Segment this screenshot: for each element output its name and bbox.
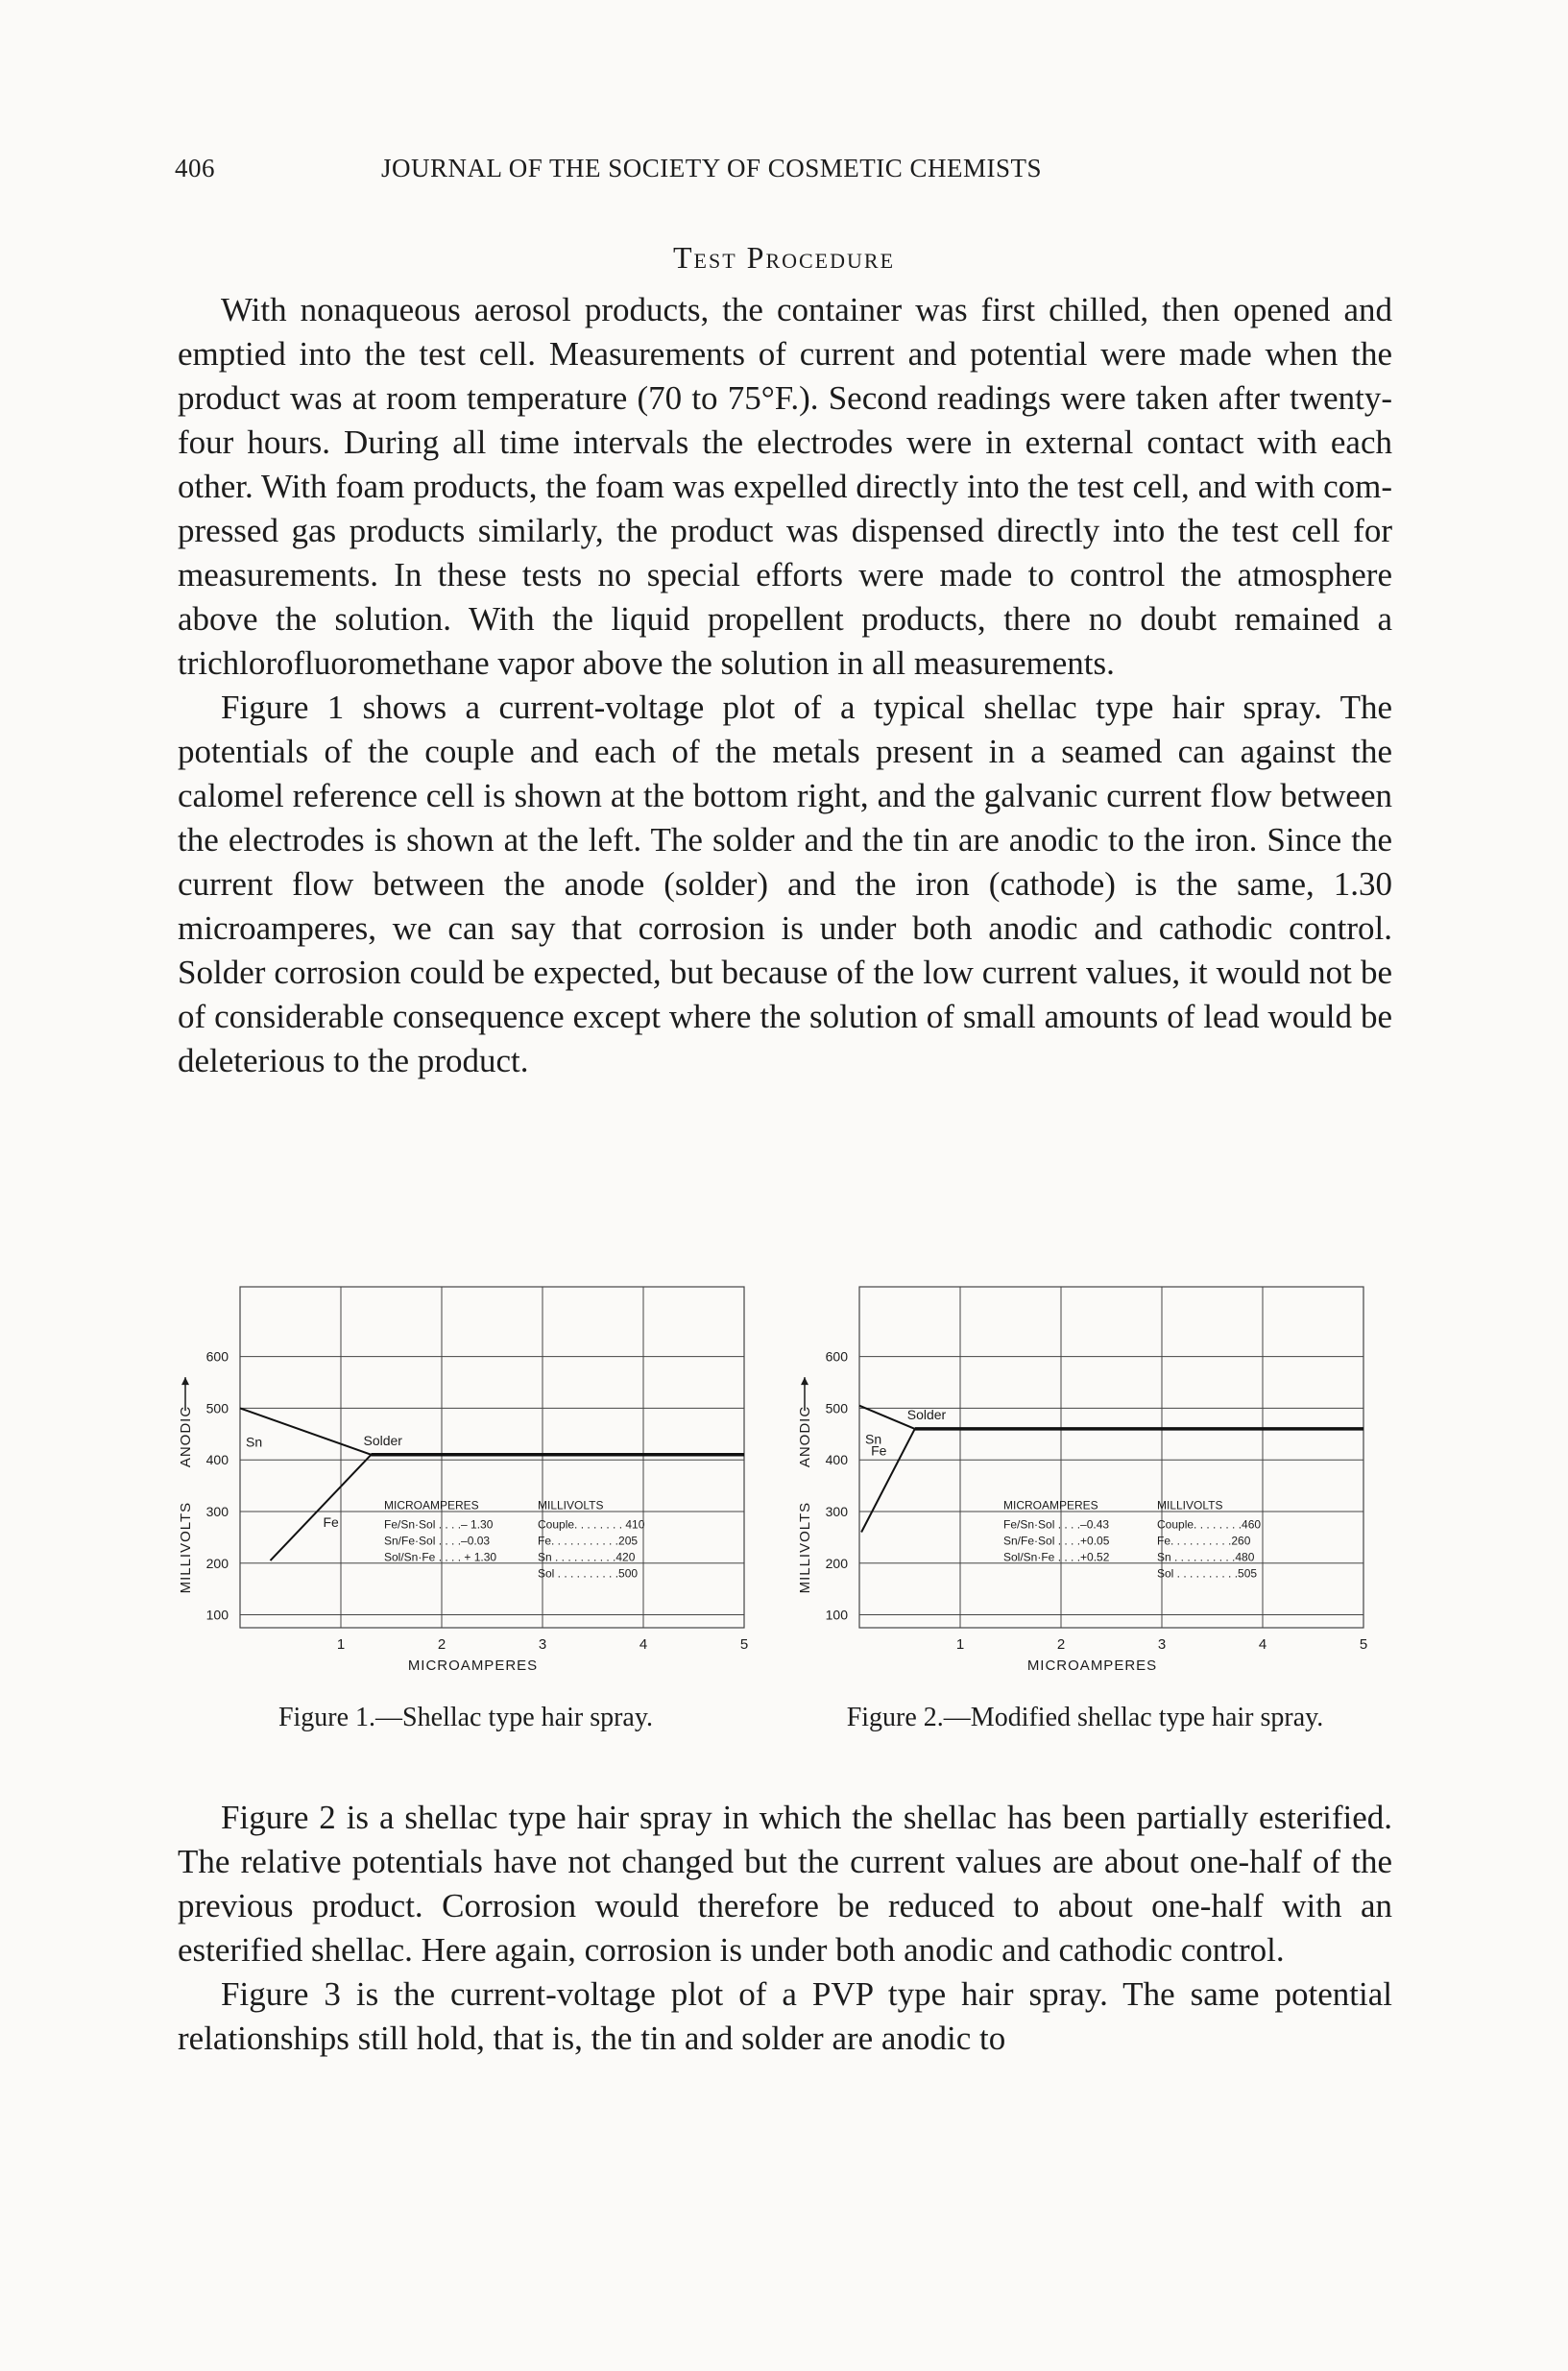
table-row-potential: Sol . . . . . . . . . .500: [538, 1566, 639, 1581]
x-tick-label: 3: [538, 1636, 547, 1653]
page-number: 406: [175, 154, 215, 182]
x-axis-title: MICROAMPERES: [407, 1657, 539, 1674]
x-tick-label: 4: [639, 1636, 648, 1653]
y-tick-label: 200: [205, 1555, 229, 1571]
table-row-current: Fe/Sn·Sol . . . .– 1.30: [384, 1517, 494, 1532]
x-tick-label: 2: [1056, 1636, 1066, 1653]
paragraph: Figure 3 is the current-voltage plot of a PVP type hair spray. The same potential relationships still hold, that is, the tin and solder are anodic to: [178, 1975, 1392, 2057]
x-tick-label: 3: [1157, 1636, 1167, 1653]
x-tick-label: 1: [955, 1636, 965, 1653]
y-tick-label: 100: [825, 1607, 848, 1623]
table-row-potential: Sn . . . . . . . . . .420: [538, 1550, 636, 1564]
table-header-millivolts: MILLIVOLTS: [538, 1498, 604, 1512]
x-tick-label: 5: [1359, 1636, 1368, 1653]
curve-label-solder: Solder: [906, 1406, 947, 1422]
table-row-potential: Sn . . . . . . . . . .480: [1157, 1550, 1255, 1564]
y-tick-label: 400: [205, 1452, 229, 1468]
y-axis-title: MILLIVOLTS: [797, 1501, 813, 1594]
table-row-potential: Fe. . . . . . . . . . .205: [538, 1534, 639, 1548]
table-header-microamperes: MICROAMPERES: [1003, 1498, 1098, 1512]
anodic-arrow-head: [181, 1377, 189, 1385]
y-tick-label: 300: [825, 1503, 848, 1519]
plot-frame: [859, 1287, 1363, 1628]
curve-label-sn: Sn: [246, 1434, 263, 1450]
anodic-arrow-head: [801, 1377, 808, 1385]
curve-label-fe: Fe: [871, 1442, 887, 1459]
y-axis-title: MILLIVOLTS: [178, 1501, 194, 1594]
table-row-current: Sol/Sn·Fe . . . .+0.52: [1003, 1550, 1110, 1564]
journal-title: JOURNAL OF THE SOCIETY OF COSMETIC CHEMISTS: [381, 154, 1043, 182]
y-axis-anodic-label: ANODIC: [797, 1405, 813, 1468]
y-tick-label: 100: [205, 1607, 229, 1623]
y-tick-label: 600: [825, 1348, 848, 1365]
x-tick-label: 1: [336, 1636, 346, 1653]
paragraph: With nonaqueous aerosol products, the container was first chilled, then opened and emptied into the test cell. Measurements of current and potential were made when the product was at room temperature (70 to 75°F.). Second readings were taken after twenty-four hours. During all time intervals the electrodes were in external contact with each other. With foam products, the foam was expelled directly into the test cell, and with compressed gas products similarly, the product was dispensed directly into the test cell for measurements. In these tests no special efforts were made to control the atmosphere above the solution. With the liquid propellent products, there no doubt remained a trichlorofluoromethane vapor above the solution in all measurements.: [178, 291, 1392, 682]
curve-label-solder: Solder: [363, 1432, 402, 1448]
figure-2: [787, 1272, 1383, 1732]
figure-2-caption: Figure 2.—Modified shellac type hair spray.: [846, 1703, 1324, 1732]
x-tick-label: 2: [437, 1636, 446, 1653]
table-row-current: Sn/Fe·Sol . . . .+0.05: [1003, 1534, 1110, 1548]
table-row-potential: Sol . . . . . . . . . .505: [1157, 1566, 1258, 1581]
table-header-microamperes: MICROAMPERES: [384, 1498, 479, 1512]
y-tick-label: 500: [825, 1400, 848, 1416]
table-row-potential: Couple. . . . . . . .460: [1157, 1517, 1262, 1532]
table-row-current: Sn/Fe·Sol . . . .–0.03: [384, 1534, 491, 1548]
x-tick-label: 5: [739, 1636, 749, 1653]
y-tick-label: 200: [825, 1555, 848, 1571]
body-text-bottom: [178, 1796, 1392, 2061]
paragraph: Figure 2 is a shellac type hair spray in which the shellac has been partially esterified. The relative potentials have not changed but the current values are about one-half of the previous product. Corrosion would therefore be reduced to about one-half with an esterified shellac. Here again, corrosion is under both anodic and cathodic control.: [178, 1799, 1392, 1969]
y-axis-anodic-label: ANODIC: [178, 1405, 194, 1468]
section-title: Test Procedure: [672, 240, 896, 275]
figure-1-caption: Figure 1.—Shellac type hair spray.: [277, 1703, 654, 1732]
figure-1: [168, 1272, 763, 1732]
table-header-millivolts: MILLIVOLTS: [1157, 1498, 1223, 1512]
plot-frame: [240, 1287, 744, 1628]
curve-label-sn: Sn: [865, 1431, 882, 1447]
table-row-potential: Couple. . . . . . . . 410: [538, 1517, 645, 1532]
figure-2-plot: [787, 1272, 1383, 1695]
y-tick-label: 300: [205, 1503, 229, 1519]
x-tick-label: 4: [1258, 1636, 1267, 1653]
y-tick-label: 400: [825, 1452, 848, 1468]
curve-label-fe: Fe: [323, 1514, 339, 1531]
table-row-current: Fe/Sn·Sol . . . .–0.43: [1003, 1517, 1110, 1532]
y-tick-label: 500: [205, 1400, 229, 1416]
table-row-current: Sol/Sn·Fe . . . . + 1.30: [384, 1550, 497, 1564]
x-axis-title: MICROAMPERES: [1026, 1657, 1158, 1674]
series-line-fe: [271, 1455, 372, 1561]
body-text-top: [178, 288, 1392, 1083]
y-tick-label: 600: [205, 1348, 229, 1365]
figure-1-plot: [168, 1272, 763, 1695]
paragraph: Figure 1 shows a current-voltage plot of a typical shellac type hair spray. The potentials of the couple and each of the metals present in a seamed can against the calomel reference cell is shown at the bottom right, and the galvanic current flow between the electrodes is shown at the left. The solder and the tin are anodic to the iron. Since the current flow between the anode (solder) and the iron (cathode) is the same, 1.30 microamperes, we can say that corrosion is under both anodic and cathodic control. Solder corrosion could be expected, but because of the low current values, it would not be of considerable consequence except where the solution of small amounts of lead would be deleterious to the product.: [178, 689, 1392, 1079]
table-row-potential: Fe. . . . . . . . . .260: [1157, 1534, 1251, 1548]
